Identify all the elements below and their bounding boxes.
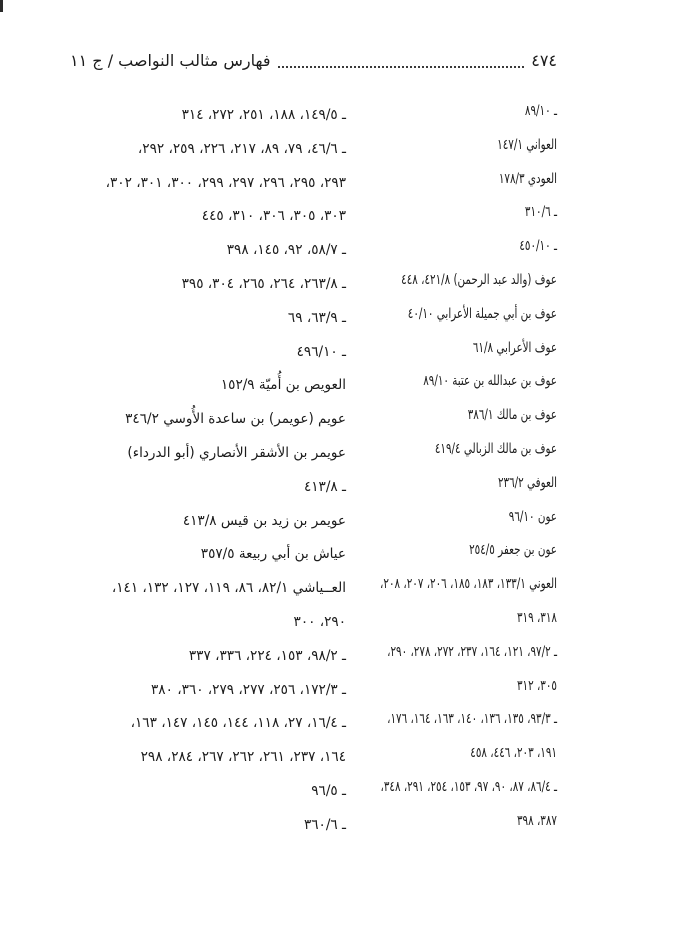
index-line: العواني ١٤٧/١ — [497, 136, 557, 153]
dot-leader — [278, 65, 525, 68]
index-line: ـ ٩٦/٥ — [311, 782, 346, 799]
index-line: عوف بن أبي جميلة الأعرابي ٤٠/١٠ — [407, 305, 557, 322]
index-line: ـ ٦٣/٩، ٦٩ — [287, 309, 346, 326]
index-line: ـ ٨٩/١٠ — [524, 103, 557, 119]
index-line: ٣٨٧، ٣٩٨ — [516, 812, 557, 829]
index-line: عوف بن مالك ٣٨٦/١ — [467, 407, 557, 424]
index-line: عوف (والد عبد الرحمن) ٤٢١/٨، ٤٤٨ — [401, 271, 557, 288]
index-line: عوف بن مالك الزبالي ٤١٩/٤ — [434, 440, 557, 457]
index-line: عويم (عويمر) بن ساعدة الأُوسي ٣٤٦/٢ — [125, 411, 346, 428]
index-line: العوفي ٢٣٦/٢ — [497, 474, 557, 491]
index-line: ـ ٤٩٦/١٠ — [296, 343, 346, 360]
index-column-right — [357, 95, 557, 839]
index-line: ـ ٥٨/٧، ٩٢، ١٤٥، ٣٩٨ — [226, 242, 346, 259]
index-line: عويمر بن الأشقر الأنصاري (أبو الدرداء) — [127, 444, 346, 461]
index-line: ـ ٩٨/٢، ١٥٣، ٢٢٤، ٣٣٦، ٣٣٧ — [188, 647, 346, 664]
index-line: العــياشي ٨٢/١، ٨٦، ١١٩، ١٢٧، ١٣٢، ١٤١، — [111, 580, 346, 597]
index-line: ـ ٤١٣/٨ — [303, 478, 346, 495]
index-line: ١٩١، ٢٠٣، ٤٤٦، ٤٥٨ — [470, 745, 557, 762]
index-line: ٢٩٣، ٢٩٥، ٢٩٦، ٢٩٧، ٢٩٩، ٣٠٠، ٣٠١، ٣٠٢، — [105, 174, 346, 191]
index-line: ٣٠٣، ٣٠٥، ٣٠٦، ٣١٠، ٤٤٥ — [201, 208, 346, 225]
index-line: ٢٩٠، ٣٠٠ — [293, 613, 346, 630]
index-line: ـ ١٦/٤، ٢٧، ١١٨، ١٤٤، ١٤٥، ١٤٧، ١٦٣، — [130, 715, 346, 732]
index-line: ـ ٨٦/٤، ٨٧، ٩٠، ٩٧، ١٥٣، ٢٥٤، ٢٩١، ٣٤٨، — [380, 778, 557, 795]
index-line: العودي ١٧٨/٣ — [498, 170, 557, 187]
index-line: عوف بن عبدالله بن عتبة ٨٩/١٠ — [423, 373, 557, 390]
page-title: فهارس مثالب النواصب / ج ١١ — [70, 51, 271, 70]
scan-artifact — [0, 0, 3, 12]
index-line: ـ ٣١٠/٦ — [524, 204, 557, 221]
index-line: عويمر بن زيد بن قيس ٤١٣/٨ — [182, 512, 346, 529]
index-line: ـ ٩٧/٢، ١٢١، ١٦٤، ٢٣٧، ٢٧٢، ٢٧٨، ٢٩٠، — [387, 643, 557, 660]
index-line: ـ ١٤٩/٥، ١٨٨، ٢٥١، ٢٧٢، ٣١٤ — [181, 107, 346, 123]
index-line: ـ ٤٥٠/١٠ — [519, 238, 557, 255]
index-line: عون ٩٦/١٠ — [508, 508, 557, 525]
index-line: العويص بن أُميّة ١٥٢/٩ — [220, 377, 346, 394]
index-line: ـ ٤٦/٦، ٧٩، ٨٩، ٢١٧، ٢٢٦، ٢٥٩، ٢٩٢، — [137, 140, 346, 157]
index-line: عوف الأعرابي ٦١/٨ — [472, 339, 557, 356]
index-column-left — [56, 99, 346, 843]
index-line: عياش بن أبي ربيعة ٣٥٧/٥ — [200, 546, 346, 563]
index-line: ٣٠٥، ٣١٢ — [516, 677, 557, 694]
page-number: ٤٧٤ — [531, 51, 557, 70]
index-line: ٣١٨، ٣١٩ — [516, 609, 557, 626]
index-line: عون بن جعفر ٢٥٤/٥ — [469, 542, 557, 559]
page-header — [70, 48, 557, 74]
index-line: العوني ١٣٣/١، ١٨٣، ١٨٥، ٢٠٦، ٢٠٧، ٢٠٨، — [380, 576, 557, 593]
index-line: ١٦٤، ٢٣٧، ٢٦١، ٢٦٢، ٢٦٧، ٢٨٤، ٢٩٨ — [140, 749, 346, 766]
index-line: ـ ٩٣/٣، ١٣٥، ١٣٦، ١٤٠، ١٦٣، ١٦٤، ١٧٦، — [387, 711, 557, 728]
index-line: ـ ٢٦٣/٨، ٢٦٤، ٢٦٥، ٣٠٤، ٣٩٥ — [181, 275, 346, 292]
index-line: ـ ٣٦٠/٦ — [303, 816, 346, 833]
index-line: ـ ١٧٢/٣، ٢٥٦، ٢٧٧، ٢٧٩، ٣٦٠، ٣٨٠ — [151, 681, 346, 698]
